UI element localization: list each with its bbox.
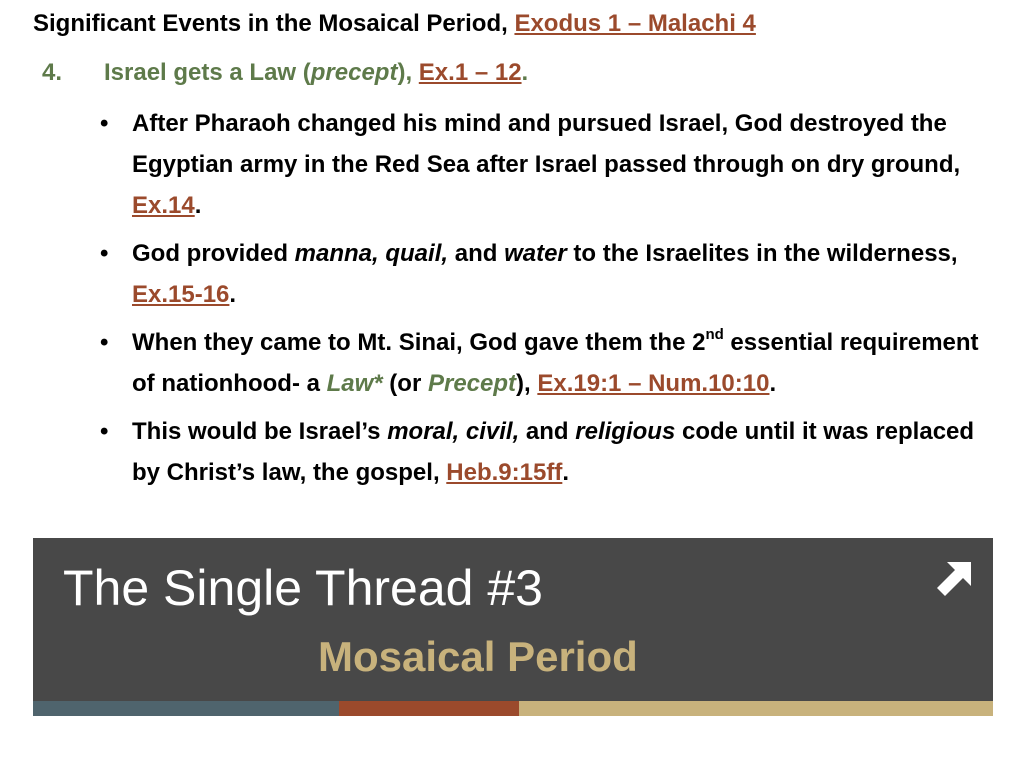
slide-heading: [33, 4, 756, 44]
numbered-point: [42, 55, 528, 91]
stripe-rust: [339, 701, 519, 716]
bullet-italic: manna, quail,: [294, 240, 449, 267]
bullet-item: [100, 411, 1005, 493]
heading-scripture-link[interactable]: Exodus 1 – Malachi 4: [514, 10, 756, 37]
bullet-dot-icon: •: [100, 329, 109, 356]
scripture-link[interactable]: Ex.14: [132, 192, 195, 219]
stripe-tan: [519, 701, 993, 716]
bullet-end: .: [769, 370, 777, 397]
point-scripture-link[interactable]: Ex.1 – 12: [418, 59, 522, 86]
bullet-text: After Pharaoh changed his mind and pursued Israel, God destroyed the Egyptian army in the Red Sea after Israel passed through on dry ground,: [132, 110, 961, 178]
point-end: .: [521, 59, 529, 86]
bullet-dot-icon: •: [100, 240, 109, 267]
point-text-after: ),: [397, 59, 419, 86]
banner-title: The Single Thread #3: [63, 560, 543, 616]
bullet-list: [100, 103, 1005, 500]
stripe-blue: [33, 701, 339, 716]
ordinal-superscript: nd: [705, 326, 724, 343]
bullet-text: This would be Israel’s: [132, 418, 388, 445]
bullet-end: .: [229, 281, 237, 308]
point-number: 4.: [42, 59, 63, 86]
scripture-link[interactable]: Ex.19:1 – Num.10:10: [537, 370, 770, 397]
bullet-text: When they came to Mt. Sinai, God gave them the 2: [132, 329, 706, 356]
bullet-text: to the Israelites in the wilderness,: [566, 240, 958, 267]
bullet-dot-icon: •: [100, 418, 109, 445]
point-text: Israel gets a Law (: [104, 59, 311, 86]
bullet-emphasis: Precept: [427, 370, 517, 397]
bullet-item: [100, 103, 1005, 226]
scripture-link[interactable]: Ex.15-16: [132, 281, 230, 308]
bullet-italic: moral, civil,: [387, 418, 520, 445]
bullet-text: and: [448, 240, 505, 267]
bullet-text: God provided: [132, 240, 295, 267]
bullet-emphasis: Law*: [326, 370, 383, 397]
bullet-end: .: [194, 192, 202, 219]
bullet-item: [100, 322, 1005, 404]
bullet-text: (or: [382, 370, 428, 397]
bullet-dot-icon: •: [100, 110, 109, 137]
bullet-end: .: [562, 459, 569, 486]
bullet-text: ),: [516, 370, 538, 397]
heading-text: Significant Events in the Mosaical Period,: [33, 10, 515, 37]
bullet-item: [100, 233, 1005, 315]
banner-subtitle: Mosaical Period: [318, 633, 638, 680]
arrow-up-right-icon: [935, 558, 975, 598]
scripture-link[interactable]: Heb.9:15ff: [446, 459, 563, 486]
bullet-italic: religious: [575, 418, 676, 445]
bullet-text: and: [519, 418, 576, 445]
bullet-italic: water: [504, 240, 567, 267]
point-italic: precept: [310, 59, 398, 86]
bullet-text: code until it was replaced by Christ’s law, the gospel,: [132, 418, 975, 486]
title-banner: [33, 538, 993, 701]
bullet-text: essential requirement of nationhood- a: [132, 329, 979, 397]
